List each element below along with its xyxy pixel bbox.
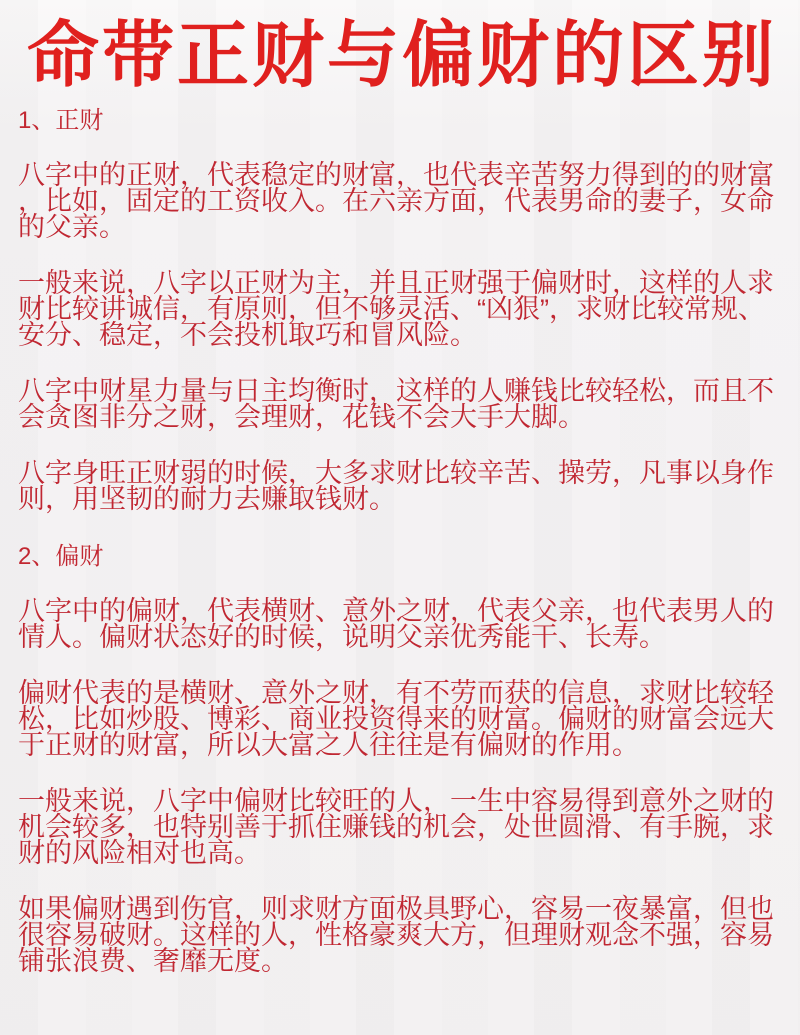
- section-heading-piancai: 2、偏财: [18, 543, 104, 570]
- paragraph: 八字身旺正财弱的时候，大多求财比较辛苦、操劳，凡事以身作则，用坚韧的耐力去赚取钱财。: [18, 458, 774, 514]
- paragraph: 一般来说，八字中偏财比较旺的人，一生中容易得到意外之财的机会较多，也特别善于抓住赚钱的机会，处世圆滑、有手腕，求财的风险相对也高。: [18, 786, 774, 868]
- paragraph: 偏财代表的是横财、意外之财，有不劳而获的信息，求财比较轻松，比如炒股、博彩、商业投资得来的财富。偏财的财富会远大于正财的财富，所以大富之人往往是有偏财的作用。: [18, 678, 774, 760]
- section-zhengcai: [18, 106, 786, 512]
- paragraph: 如果偏财遇到伤官，则求财方面极具野心，容易一夜暴富，但也很容易破财。这样的人，性格豪爽大方，但理财观念不强，容易铺张浪费、奢靡无度。: [18, 894, 774, 976]
- text-card: [0, 6, 800, 1035]
- section-piancai: [18, 542, 786, 974]
- page-title: 命带正财与偏财的区别: [26, 16, 777, 96]
- paragraph: 一般来说，八字以正财为主，并且正财强于偏财时，这样的人求财比较讲诚信，有原则，但不够灵活、“凶狠”，求财比较常规、安分、稳定，不会投机取巧和冒风险。: [18, 268, 774, 350]
- paragraph: 八字中的正财，代表稳定的财富，也代表辛苦努力得到的的财富，比如，固定的工资收入。在六亲方面，代表男命的妻子，女命的父亲。: [18, 160, 774, 242]
- section-heading-zhengcai: 1、正财: [18, 107, 104, 134]
- paragraph: 八字中的偏财，代表横财、意外之财，代表父亲，也代表男人的情人。偏财状态好的时候，说明父亲优秀能干、长寿。: [18, 596, 774, 652]
- paragraph: 八字中财星力量与日主均衡时，这样的人赚钱比较轻松，而且不会贪图非分之财，会理财，花钱不会大手大脚。: [18, 376, 774, 432]
